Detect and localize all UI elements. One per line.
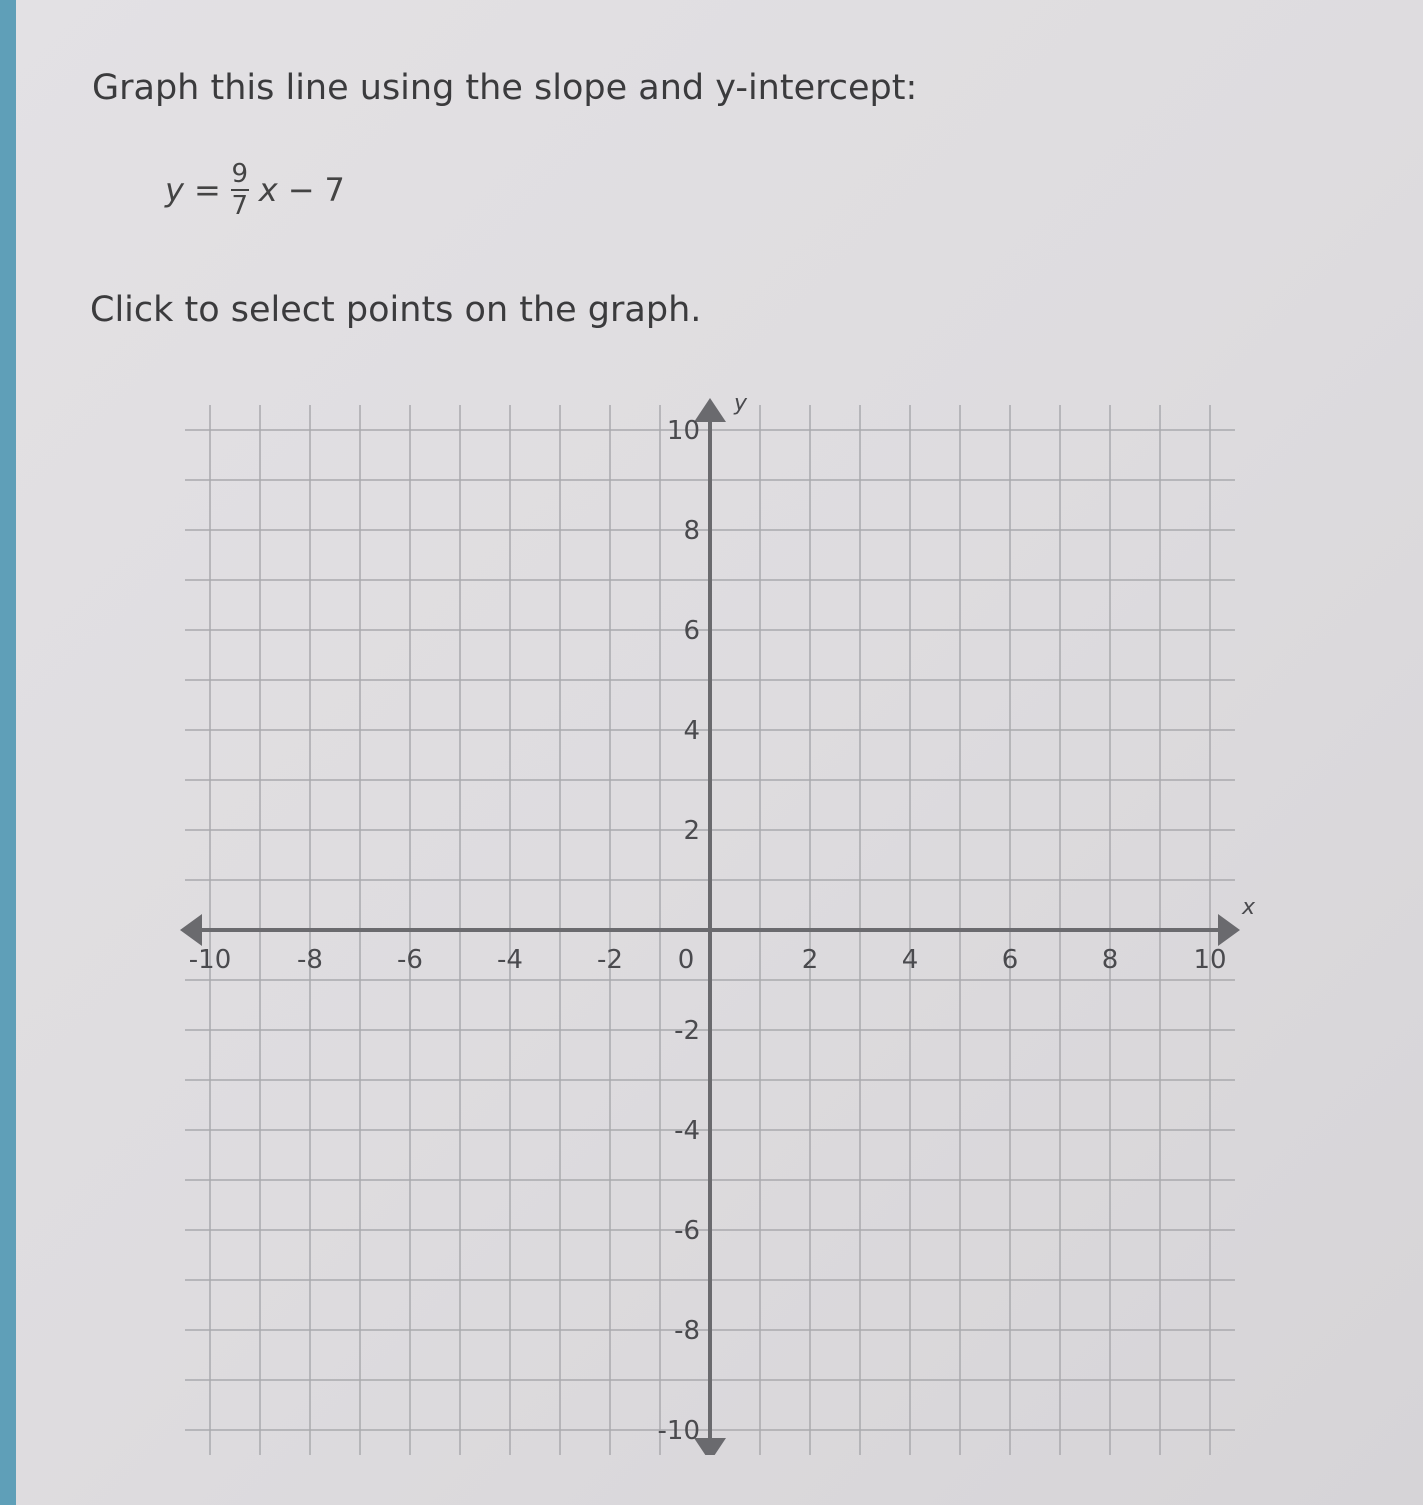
x-tick-label: 8: [1101, 945, 1119, 975]
x-axis-label: x: [1242, 895, 1256, 920]
y-tick-label: -4: [674, 1116, 700, 1146]
slope-fraction: [231, 160, 249, 220]
screen-edge-strip: [0, 0, 16, 1505]
y-tick-label: 8: [683, 516, 700, 546]
equation-lhs: y: [165, 171, 184, 209]
x-axis-right-arrow-icon: [1218, 914, 1240, 946]
x-tick-label: -6: [397, 945, 423, 975]
y-tick-label: -2: [674, 1016, 700, 1046]
question-prompt: Graph this line using the slope and y-intercept:: [92, 68, 918, 108]
instruction-text: Click to select points on the graph.: [90, 290, 702, 330]
equation-variable: x: [258, 171, 278, 209]
equation: [165, 160, 345, 220]
y-axis-label: y: [734, 391, 748, 416]
coordinate-graph[interactable]: [170, 385, 1280, 1455]
x-tick-label: -10: [188, 945, 232, 975]
y-tick-label: -8: [674, 1316, 700, 1346]
y-tick-label: 10: [666, 416, 700, 446]
x-axis-left-arrow-icon: [180, 914, 202, 946]
equation-constant: 7: [324, 171, 345, 209]
x-tick-label: 0: [677, 945, 695, 975]
equation-operator: −: [287, 171, 315, 209]
graph-canvas[interactable]: [170, 385, 1280, 1455]
slope-denominator: 7: [231, 191, 249, 221]
y-tick-label: -10: [657, 1416, 700, 1446]
x-tick-label: 4: [901, 945, 919, 975]
slope-numerator: 9: [231, 159, 249, 189]
x-tick-label: 6: [1001, 945, 1019, 975]
x-tick-label: -8: [297, 945, 323, 975]
y-tick-label: 4: [683, 716, 700, 746]
equation-equals: =: [193, 171, 221, 209]
x-tick-label: -4: [497, 945, 523, 975]
y-tick-label: -6: [674, 1216, 700, 1246]
x-tick-label: -2: [597, 945, 623, 975]
y-tick-label: 2: [683, 816, 700, 846]
x-tick-label: 10: [1193, 945, 1227, 975]
y-tick-label: 6: [683, 616, 700, 646]
x-tick-label: 2: [801, 945, 819, 975]
